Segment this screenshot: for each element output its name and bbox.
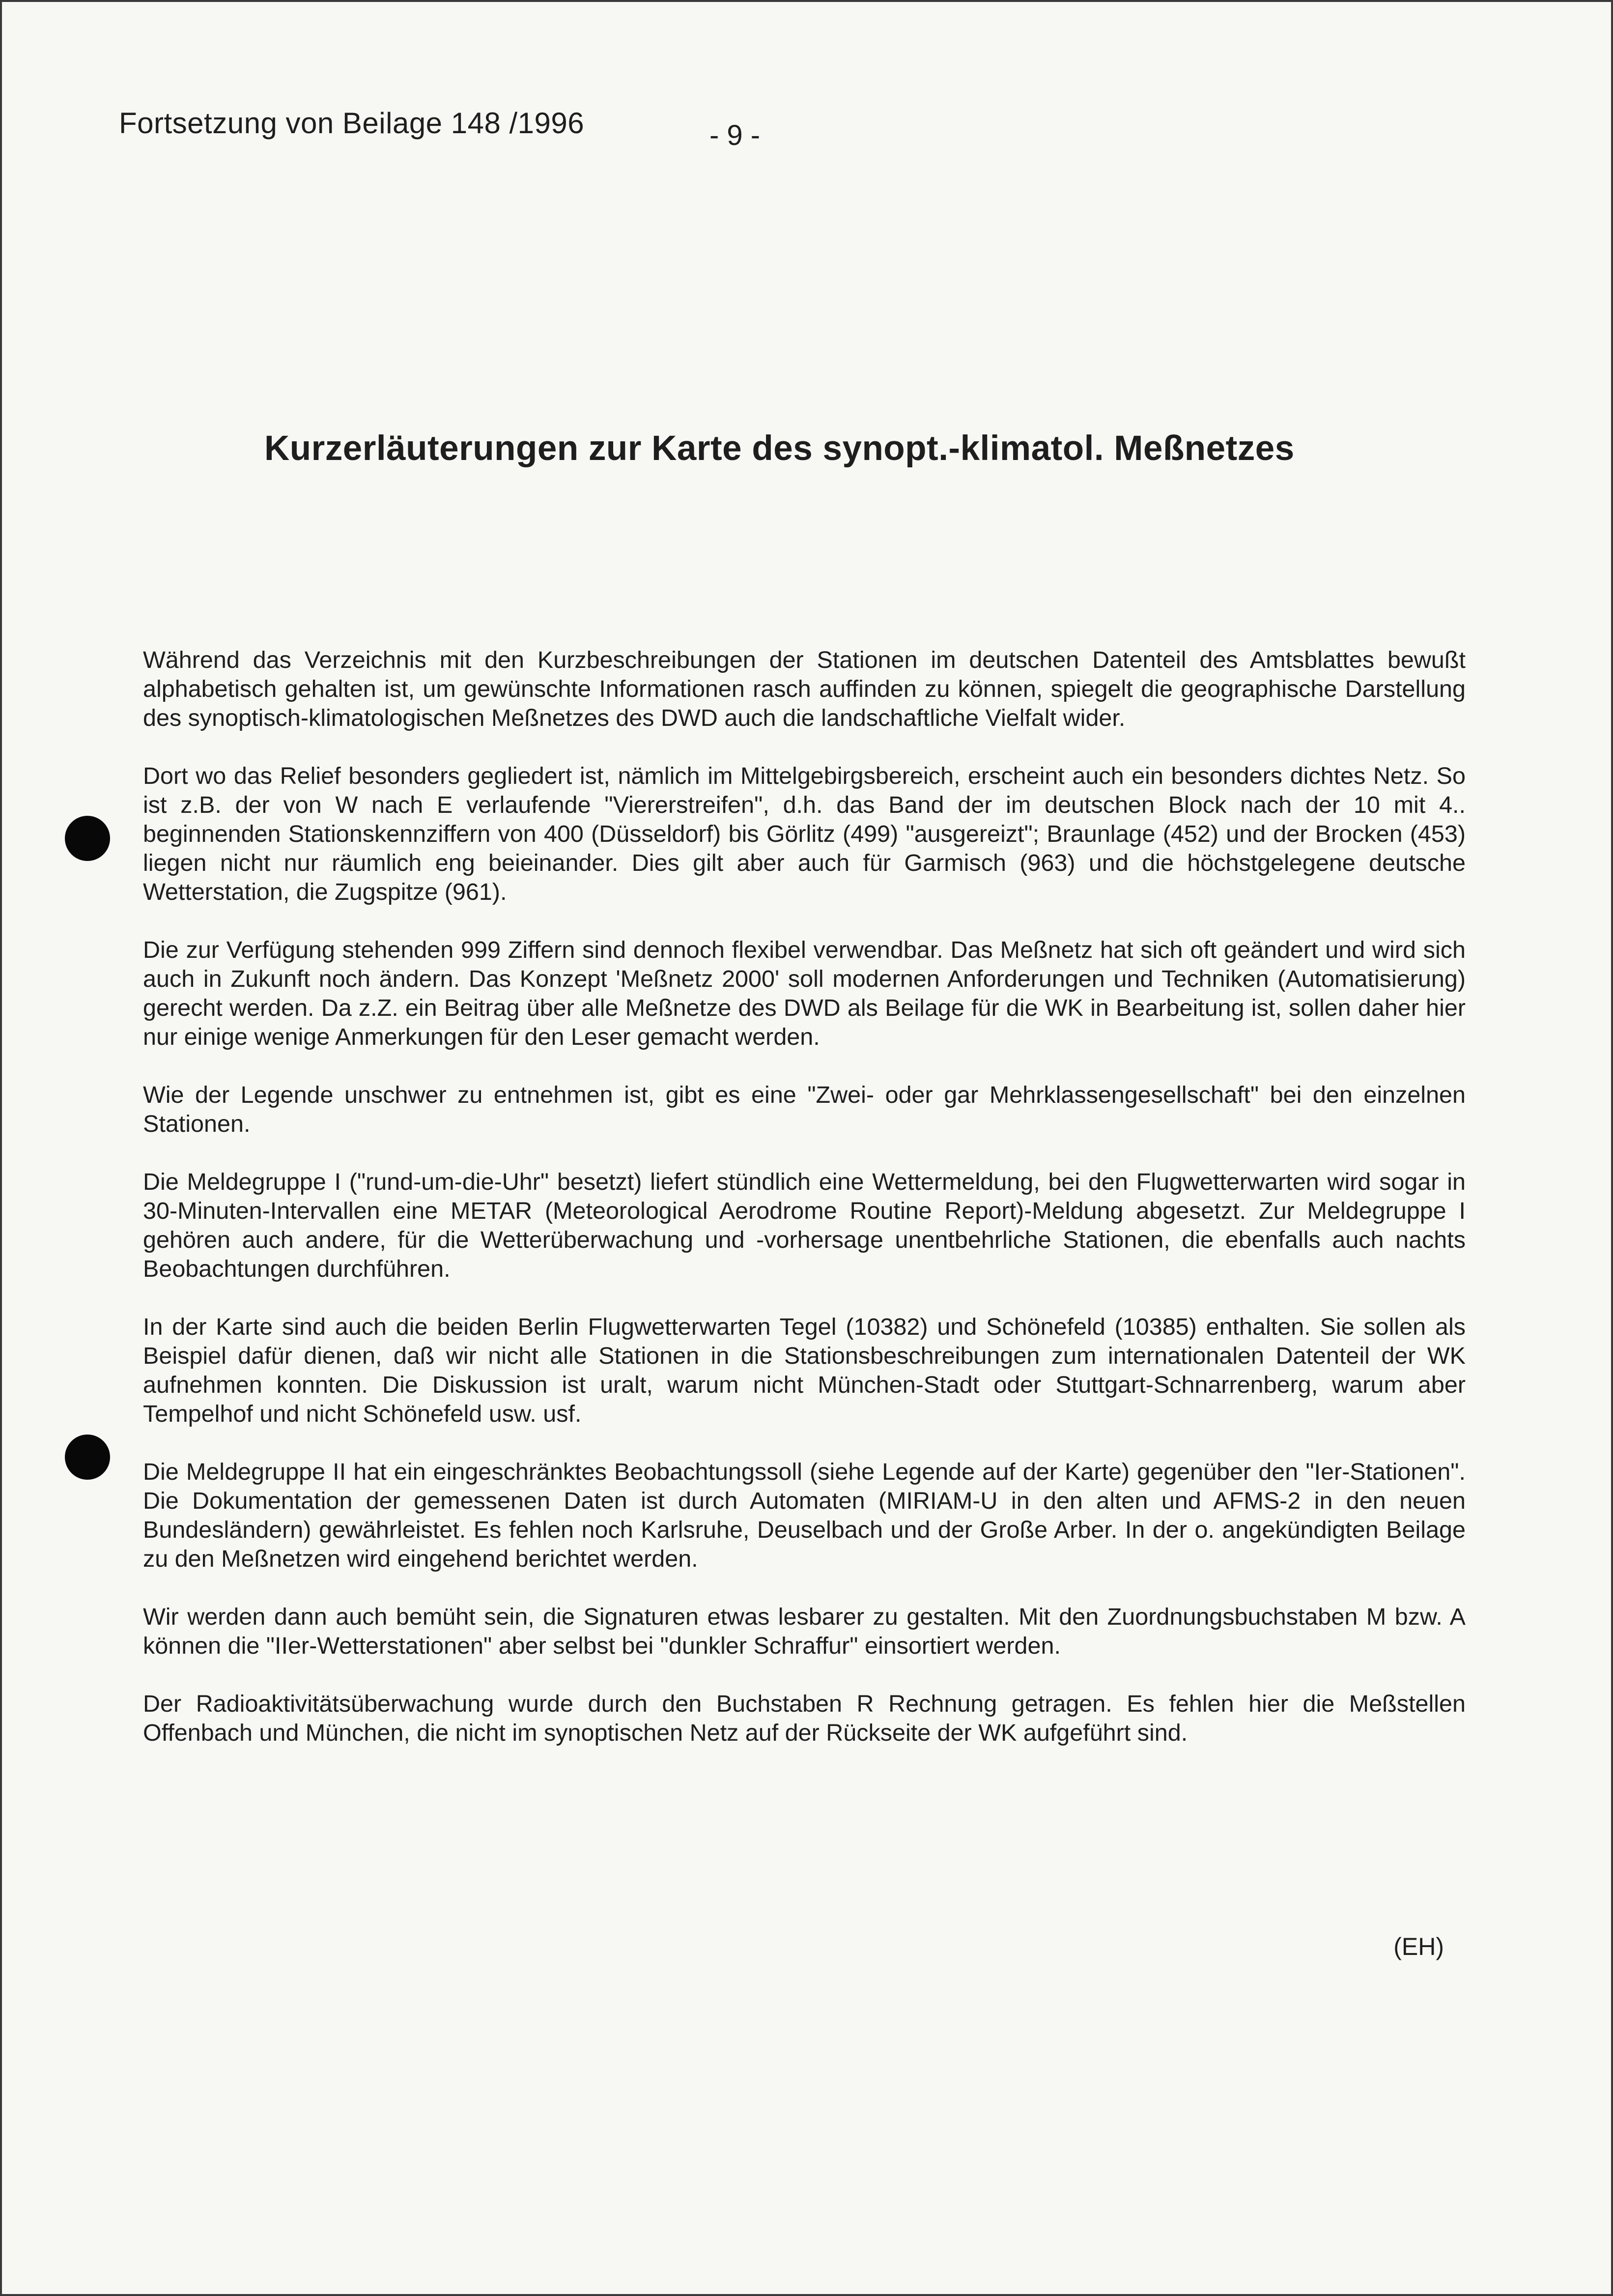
paragraph: Die Meldegruppe I ("rund-um-die-Uhr" besetzt) liefert stündlich eine Wettermeldung, bei den Flugwetterwarten wird sogar in 30-Minuten-Intervallen eine METAR (Meteorological Aerodrome Routine Report)-Meldung abgesetzt. Zur Meldegruppe I gehören auch andere, für die Wetterüberwachung und -vorhersage unentbehrliche Stationen, die ebenfalls auch nachts Beobachtungen durchführen. (143, 1169, 1466, 1282)
paragraph: Der Radioaktivitätsüberwachung wurde durch den Buchstaben R Rechnung getragen. Es fehlen hier die Meßstellen Offenbach und München, die nicht im synoptischen Netz auf der Rückseite der WK aufgeführt sind. (143, 1691, 1466, 1746)
punch-hole-top (65, 816, 110, 861)
paragraph: Die zur Verfügung stehenden 999 Ziffern sind dennoch flexibel verwendbar. Das Meßnetz hat sich oft geändert und wird sich auch in Zukunft noch ändern. Das Konzept 'Meßnetz 2000' soll modernen Anforderungen und Techniken (Automatisierung) gerecht werden. Da z.Z. ein Beitrag über alle Meßnetze des DWD als Beilage für die WK in Bearbeitung ist, sollen daher hier nur einige wenige Anmerkungen für den Leser gemacht werden. (143, 937, 1466, 1050)
body-text (143, 646, 1466, 1777)
paragraph: In der Karte sind auch die beiden Berlin Flugwetterwarten Tegel (10382) und Schönefeld (10385) enthalten. Sie sollen als Beispiel dafür dienen, daß wir nicht alle Stationen in die Stationsbeschreibungen zum internationalen Datenteil der WK aufnehmen konnten. Die Diskussion ist uralt, warum nicht München-Stadt oder Stuttgart-Schnarrenberg, warum aber Tempelhof und nicht Schönefeld usw. usf. (143, 1314, 1466, 1427)
punch-hole-bottom (65, 1435, 110, 1480)
paragraph: Wir werden dann auch bemüht sein, die Signaturen etwas lesbarer zu gestalten. Mit den Zuordnungsbuchstaben M bzw. A können die "IIer-Wetterstationen" aber selbst bei "dunkler Schraffur" einsortiert werden. (143, 1604, 1466, 1659)
paragraph: Wie der Legende unschwer zu entnehmen ist, gibt es eine "Zwei- oder gar Mehrklassengesellschaft" bei den einzelnen Stationen. (143, 1082, 1466, 1137)
continuation-header: Fortsetzung von Beilage 148 /1996 (119, 107, 585, 140)
document-title: Kurzerläuterungen zur Karte des synopt.-klimatol. Meßnetzes (264, 429, 1295, 468)
paragraph: Während das Verzeichnis mit den Kurzbeschreibungen der Stationen im deutschen Datenteil des Amtsblattes bewußt alphabetisch gehalten ist, um gewünschte Informationen rasch auffinden zu können, spiegelt die geographische Darstellung des synoptisch-klimatologischen Meßnetzes des DWD auch die landschaftliche Vielfalt wider. (143, 647, 1466, 731)
author-signature: (EH) (1393, 1933, 1444, 1960)
page-number: - 9 - (709, 119, 761, 151)
paragraph: Dort wo das Relief besonders gegliedert ist, nämlich im Mittelgebirgsbereich, erscheint auch ein besonders dichtes Netz. So ist z.B. der von W nach E verlaufende "Viererstreifen", d.h. das Band der im deutschen Block nach der 10 mit 4.. beginnenden Stationskennziffern von 400 (Düsseldorf) bis Görlitz (499) "ausgereizt"; Braunlage (452) und der Brocken (453) liegen nicht nur räumlich eng beieinander. Dies gilt aber auch für Garmisch (963) und die höchstgelegene deutsche Wetterstation, die Zugspitze (961). (143, 763, 1466, 905)
paragraph: Die Meldegruppe II hat ein eingeschränktes Beobachtungssoll (siehe Legende auf der Karte) gegenüber den "Ier-Stationen". Die Dokumentation der gemessenen Daten ist durch Automaten (MIRIAM-U in den alten und AFMS-2 in den neuen Bundesländern) gewährleistet. Es fehlen noch Karlsruhe, Deuselbach und der Große Arber. In der o. angekündigten Beilage zu den Meßnetzen wird eingehend berichtet werden. (143, 1459, 1466, 1572)
